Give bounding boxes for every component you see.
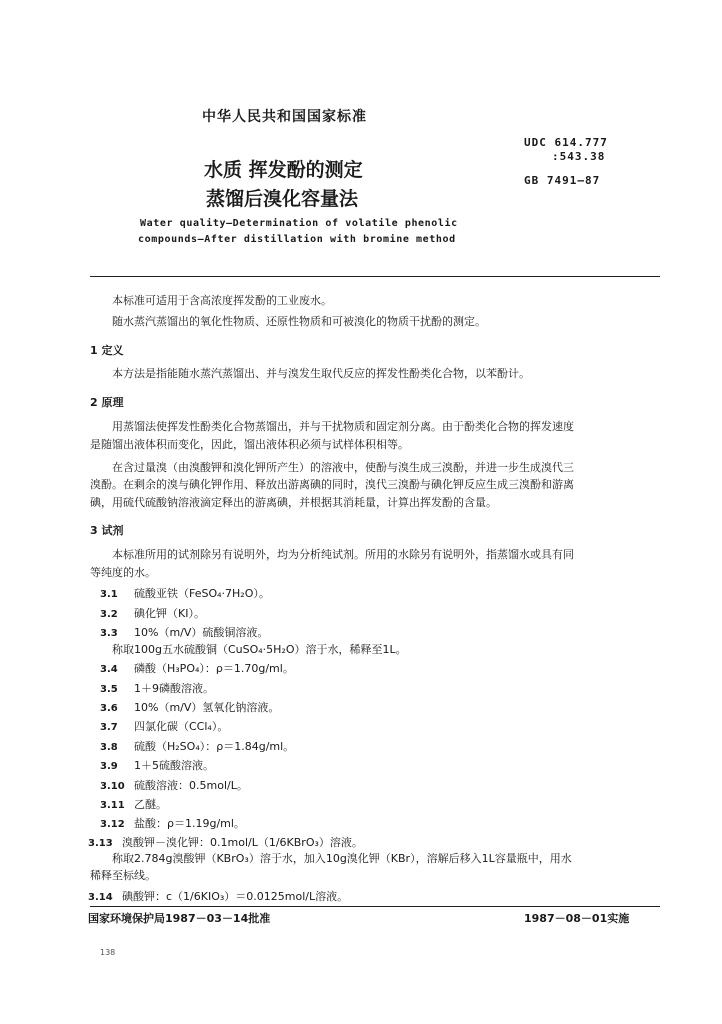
document-title: 水质 挥发酚的测定 bbox=[204, 159, 363, 181]
reagent-text: 磷酸（H₃PO₄）：ρ＝1.70g/ml。 bbox=[134, 662, 294, 675]
section-1-heading: 1 定义 bbox=[90, 344, 124, 357]
reagent-item bbox=[88, 888, 348, 904]
reagent-number: 3.5 bbox=[100, 684, 118, 695]
reagent-number: 3.8 bbox=[100, 742, 118, 753]
section-2-para-2-line-3: 碘，用硫代硫酸钠溶液滴定释出的游离碘，并根据其消耗量，计算出挥发酚的含量。 bbox=[90, 496, 497, 509]
reagent-item bbox=[100, 680, 214, 696]
reagent-text: 10%（m/V）硫酸铜溶液。 bbox=[134, 626, 269, 639]
reagent-text: 1＋9磷酸溶液。 bbox=[134, 682, 214, 695]
section-2-para-1-line-2: 是随馏出液体积而变化，因此，馏出液体积必须与试样体积相等。 bbox=[90, 438, 409, 451]
reagent-number: 3.4 bbox=[100, 664, 118, 675]
reagent-number: 3.12 bbox=[100, 819, 125, 830]
intro-paragraph-2: 随水蒸汽蒸馏出的氧化性物质、还原性物质和可被溴化的物质干扰酚的测定。 bbox=[112, 315, 486, 328]
reagent-3-13-detail-line-1: 称取2.784g溴酸钾（KBrO₃）溶于水，加入10g溴化钾（KBr），溶解后移入1L容量瓶中，用水 bbox=[112, 852, 572, 865]
reagent-item bbox=[100, 585, 270, 601]
reagent-item bbox=[100, 660, 294, 676]
reagent-number: 3.14 bbox=[88, 892, 113, 903]
reagent-text: 称取100g五水硫酸铜（CuSO₄·5H₂O）溶于水，稀释至1L。 bbox=[112, 643, 407, 656]
effective-date: 1987－08－01实施 bbox=[524, 912, 630, 925]
reagent-number: 3.13 bbox=[88, 838, 113, 849]
reagent-item bbox=[100, 605, 205, 621]
reagent-text: 四氯化碳（CCl₄）。 bbox=[134, 720, 229, 733]
reagent-text: 碘化钾（KI）。 bbox=[134, 607, 205, 620]
reagent-item bbox=[100, 738, 294, 754]
reagent-text: 乙醚。 bbox=[134, 798, 167, 811]
reagent-detail bbox=[112, 641, 407, 657]
section-2-heading: 2 原理 bbox=[90, 396, 124, 409]
reagent-item bbox=[100, 796, 167, 812]
reagent-item bbox=[100, 699, 279, 715]
header-divider bbox=[90, 276, 660, 277]
udc-code-continuation: :543.38 bbox=[552, 150, 606, 163]
reagent-text: 硫酸亚铁（FeSO₄·7H₂O）。 bbox=[134, 587, 270, 600]
national-standard-heading: 中华人民共和国国家标准 bbox=[202, 109, 367, 125]
reagent-item bbox=[100, 624, 268, 640]
reagent-number: 3.7 bbox=[100, 722, 118, 733]
english-title-line-1: Water quality—Determination of volatile phenolic bbox=[140, 218, 458, 229]
section-2-para-2-line-2: 溴酚。在剩余的溴与碘化钾作用、释放出游离碘的同时，溴代三溴酚与碘化钾反应生成三溴酚和游离 bbox=[90, 478, 574, 491]
approval-date: 国家环境保护局1987－03－14批准 bbox=[88, 912, 271, 925]
section-3-intro-line-2: 等纯度的水。 bbox=[90, 566, 156, 579]
section-2-para-2-line-1: 在含过量溴（由溴酸钾和溴化钾所产生）的溶液中，使酚与溴生成三溴酚，并进一步生成溴代三 bbox=[112, 461, 574, 474]
reagent-item bbox=[88, 834, 363, 850]
section-1-text: 本方法是指能随水蒸汽蒸馏出、并与溴发生取代反应的挥发性酚类化合物，以苯酚计。 bbox=[112, 367, 530, 380]
reagent-text: 碘酸钾：c（1/6KIO₃）＝0.0125mol/L溶液。 bbox=[122, 890, 349, 903]
english-title-line-2: compounds—After distillation with bromine method bbox=[138, 234, 456, 245]
reagent-text: 硫酸溶液：0.5mol/L。 bbox=[134, 779, 248, 792]
reagent-text: 10%（m/V）氢氧化钠溶液。 bbox=[134, 701, 280, 714]
reagent-number: 3.3 bbox=[100, 628, 118, 639]
section-3-heading: 3 试剂 bbox=[90, 524, 124, 537]
reagent-item bbox=[100, 777, 248, 793]
gb-standard-number: GB 7491—87 bbox=[524, 174, 601, 187]
section-3-intro-line-1: 本标准所用的试剂除另有说明外，均为分析纯试剂。所用的水除另有说明外，指蒸馏水或具有同 bbox=[112, 548, 574, 561]
reagent-number: 3.2 bbox=[100, 609, 118, 620]
footer-divider bbox=[90, 906, 660, 907]
reagent-number: 3.1 bbox=[100, 589, 118, 600]
reagent-text: 1＋5硫酸溶液。 bbox=[134, 759, 214, 772]
document-subtitle: 蒸馏后溴化容量法 bbox=[206, 188, 359, 210]
reagent-item bbox=[100, 757, 214, 773]
reagent-item bbox=[100, 718, 228, 734]
reagent-text: 硫酸（H₂SO₄）：ρ＝1.84g/ml。 bbox=[134, 740, 295, 753]
udc-code: UDC 614.777 bbox=[524, 136, 608, 149]
section-2-para-1-line-1: 用蒸馏法使挥发性酚类化合物蒸馏出，并与干扰物质和固定剂分离。由于酚类化合物的挥发速度 bbox=[112, 420, 574, 433]
reagent-text: 盐酸：ρ＝1.19g/ml。 bbox=[134, 817, 245, 830]
reagent-number: 3.10 bbox=[100, 781, 125, 792]
reagent-text: 溴酸钾－溴化钾：0.1mol/L（1/6KBrO₃）溶液。 bbox=[122, 836, 363, 849]
reagent-item bbox=[100, 815, 245, 831]
page-number: 138 bbox=[100, 948, 116, 957]
reagent-3-13-detail-line-2: 稀释至标线。 bbox=[90, 869, 156, 882]
reagent-number: 3.11 bbox=[100, 800, 125, 811]
intro-paragraph-1: 本标准可适用于含高浓度挥发酚的工业废水。 bbox=[112, 294, 332, 307]
reagent-number: 3.9 bbox=[100, 761, 118, 772]
reagent-number: 3.6 bbox=[100, 703, 118, 714]
